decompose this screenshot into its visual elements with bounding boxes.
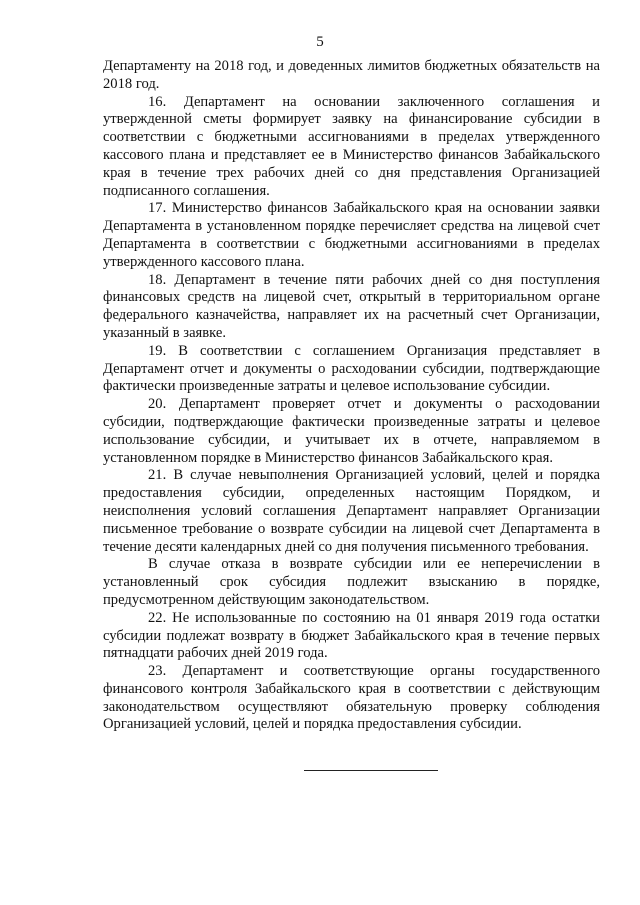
paragraph-18: 18. Департамент в течение пяти рабочих дней со дня поступления финансовых средств на лицевой счет, открытый в территориальном органе федерального казначейства, направляет их на расчетный счет Организации, указанный в заявке. xyxy=(103,271,600,341)
paragraph-continuation: Департаменту на 2018 год, и доведенных лимитов бюджетных обязательств на 2018 год. xyxy=(103,58,600,92)
paragraph-19: 19. В соответствии с соглашением Организация представляет в Департамент отчет и документы о расходовании субсидии, подтверждающие фактически произведенные затраты и целевое использование субсидии. xyxy=(103,342,600,395)
end-divider-line xyxy=(304,770,438,771)
page-number: 5 xyxy=(316,34,324,50)
document-body xyxy=(103,58,600,734)
paragraph-22: 22. Не использованные по состоянию на 01 января 2019 года остатки субсидии подлежат возврату в бюджет Забайкальского края в течение первых пятнадцати рабочих дней 2019 года. xyxy=(103,609,600,662)
paragraph-16: 16. Департамент на основании заключенного соглашения и утвержденной сметы формирует заявку на финансирование субсидии в соответствии с бюджетными ассигнованиями в пределах утвержденного кассового плана и представляет ее в Министерство финансов Забайкальского края в течение трех рабочих дней со дня представления Организацией подписанного соглашения. xyxy=(103,93,600,199)
paragraph-21-refusal: В случае отказа в возврате субсидии или ее неперечислении в установленный срок субсидия подлежит взысканию в порядке, предусмотренном действующим законодательством. xyxy=(103,556,600,608)
paragraph-23: 23. Департамент и соответствующие органы государственного финансового контроля Забайкальского края в соответствии с действующим законодательством осуществляют обязательную проверку соблюдения Организацией условий, целей и порядка предоставления субсидии. xyxy=(103,663,600,733)
paragraph-17: 17. Министерство финансов Забайкальского края на основании заявки Департамента в установленном порядке перечисляет средства на лицевой счет Департамента в соответствии с бюджетными ассигнованиями в пределах утвержденного кассового плана. xyxy=(103,200,600,270)
paragraph-21: 21. В случае невыполнения Организацией условий, целей и порядка предоставления субсидии, определенных настоящим Порядком, и неисполнения условий соглашения Департамент направляет Организации письменное требование о возврате субсидии на лицевой счет Департамента в течение десяти календарных дней со дня получения письменного требования. xyxy=(103,467,600,555)
paragraph-20: 20. Департамент проверяет отчет и документы о расходовании субсидии, подтверждающие фактически произведенные затраты и целевое использование субсидии, и учитывает их в отчете, направляемом в установленном порядке в Министерство финансов Забайкальского края. xyxy=(103,396,600,466)
